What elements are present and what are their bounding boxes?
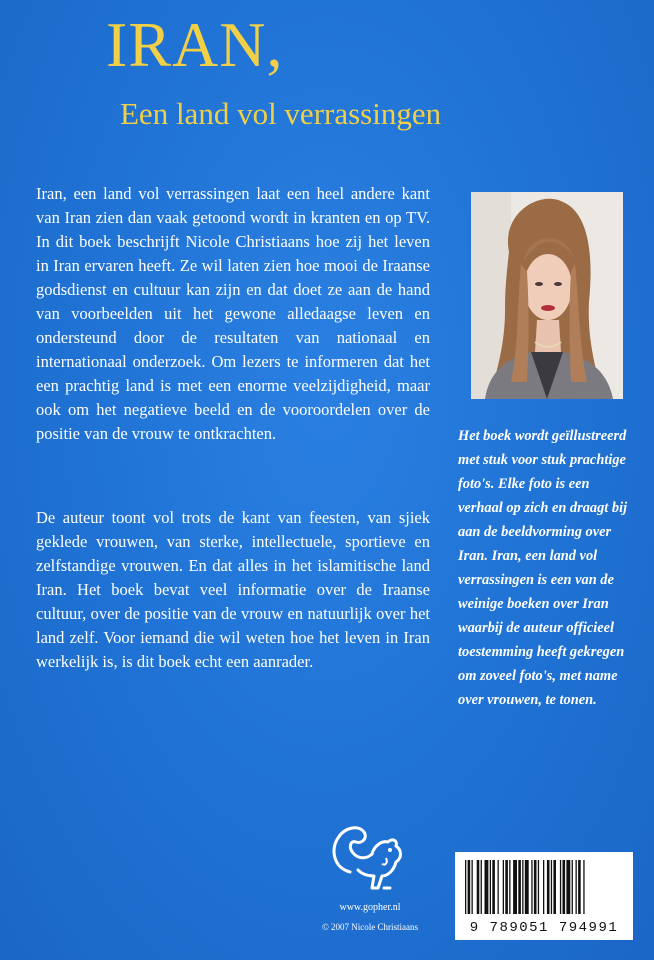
barcode-bar	[538, 860, 539, 914]
blurb-paragraph-1: Iran, een land vol verrassingen laat een heel andere kant van Iran zien dan vaak getoond wordt in kranten en op TV. In dit boek beschrijft Nicole Christiaans hoe zij het leven in Iran ervaren heeft. Ze wil laten zien hoe mooi de Iraanse godsdienst en cultuur kan zijn en dat doet ze aan de hand van voorbeelden uit het gewone alledaagse leven en ondersteund door de resultaten van nationaal en internationaal onderzoek. Om lezers te informeren dat het een prachtig land is met een enorme veelzijdigheid, maar ook om het negatieve beeld en de vooroordelen over de positie van de vrouw te ontkrachten.	[36, 184, 430, 443]
barcode-bar	[468, 860, 471, 914]
barcode-bar	[509, 860, 510, 914]
barcode-bar	[505, 860, 508, 914]
barcode-bar	[481, 860, 482, 914]
barcode-bars	[455, 852, 633, 918]
barcode-bar	[485, 860, 489, 914]
barcode-bar	[553, 860, 556, 914]
author-photo	[471, 192, 623, 399]
barcode-bar	[547, 860, 550, 914]
barcode-bar	[576, 860, 577, 914]
publisher-url: www.gopher.nl	[339, 902, 401, 913]
copyright-notice: © 2007 Nicole Christiaans	[321, 922, 419, 932]
barcode-bar	[563, 860, 566, 914]
squirrel-logo-icon	[328, 810, 412, 896]
book-title: IRAN,	[106, 9, 284, 80]
barcode-bar	[525, 860, 529, 914]
isbn-barcode	[455, 852, 633, 940]
barcode-bar	[472, 860, 473, 914]
barcode-bar	[578, 860, 581, 914]
barcode-bar	[566, 860, 570, 914]
barcode-bar	[551, 860, 552, 914]
barcode-bar	[534, 860, 537, 914]
author-portrait-image	[471, 192, 623, 399]
book-subtitle: Een land vol verrassingen	[120, 96, 442, 131]
barcode-bar	[572, 860, 573, 914]
barcode-bar	[498, 860, 499, 914]
barcode-bar	[465, 860, 466, 914]
isbn-digits: 9 789051 794991	[469, 920, 619, 936]
barcode-bar	[503, 860, 504, 914]
barcode-bar	[490, 860, 491, 914]
barcode-bar	[560, 860, 561, 914]
barcode-bar	[531, 860, 532, 914]
barcode-bar	[518, 860, 521, 914]
barcode-bar	[513, 860, 517, 914]
barcode-bar	[522, 860, 523, 914]
barcode-bar	[492, 860, 495, 914]
barcode-bar	[543, 860, 544, 914]
photo-caption: Het boek wordt geïllustreerd met stuk voor stuk prachtige foto's. Elke foto is een verhaal op zich en draagt bij aan de beeldvorming over Iran. Iran, een land vol verrassingen is een van de weinige boeken over Iran waarbij de auteur officieel toestemming heeft gekregen om zoveel foto's, met name over vrouwen, te tonen.	[458, 428, 628, 708]
barcode-bar	[477, 860, 480, 914]
barcode-bar	[583, 860, 584, 914]
blurb-paragraph-2: De auteur toont vol trots de kant van feesten, van sjiek geklede vrouwen, van sterke, intellectuele, sportieve en zelfstandige vrouwen. En dat alles in het islamitische land Iran. Het boek bevat veel informatie over de Iraanse cultuur, over de positie van de vrouw en natuurlijk over het land zelf. Voor iemand die wil weten hoe het leven in Iran werkelijk is, is dit boek echt een aanrader.	[36, 508, 430, 671]
